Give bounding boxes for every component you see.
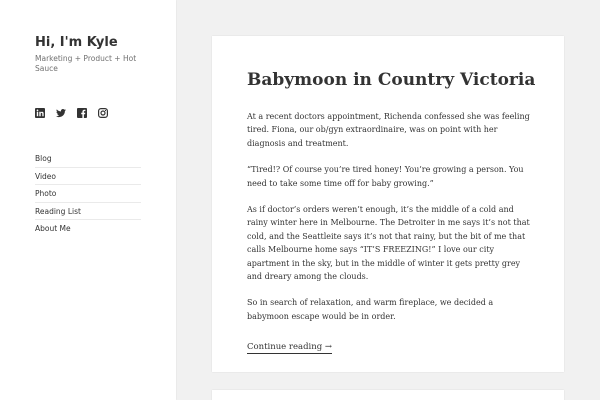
next-post-card — [212, 390, 564, 400]
post-paragraph: At a recent doctors appointment, Richenda confessed she was feeling tired. Fiona, our ob/gyn extraordinaire, was on point with her diagnosis and treatment. — [247, 112, 530, 148]
post-title[interactable]: Babymoon in Country Victoria — [247, 70, 536, 90]
site-description: Marketing + Product + Hot Sauce — [35, 54, 137, 73]
facebook-icon[interactable] — [77, 108, 87, 118]
menu-item-video[interactable]: Video — [35, 168, 141, 186]
menu-item-blog[interactable]: Blog — [35, 150, 141, 168]
post-paragraph: As if doctor’s orders weren’t enough, it’s the middle of a cold and rainy winter here in Melbourne. The Detroiter in me says it’s not that cold, and the Seattleite says it’s not that rainy, but the bit of me that calls Melbourne home says “IT’S FREEZING!” I love our city apartment in the sky, but in the middle of winter it gets pretty grey and dreary among the clouds. — [247, 205, 530, 282]
sidebar — [0, 0, 176, 400]
post-paragraph: So in search of relaxation, and warm fireplace, we decided a babymoon escape would be in order. — [247, 298, 494, 321]
site-title[interactable]: Hi, I'm Kyle — [35, 35, 118, 50]
menu-item-reading-list[interactable]: Reading List — [35, 203, 141, 221]
menu-item-about-me[interactable]: About Me — [35, 224, 71, 233]
linkedin-icon[interactable] — [35, 108, 45, 118]
post-paragraph: “Tired!? Of course you’re tired honey! You’re growing a person. You need to take some time off for baby growing.” — [247, 165, 524, 188]
menu-item-photo[interactable]: Photo — [35, 185, 141, 203]
main-menu — [35, 150, 141, 238]
instagram-icon[interactable] — [98, 108, 108, 118]
post-card — [212, 36, 564, 372]
twitter-icon[interactable] — [56, 108, 66, 118]
continue-reading-link[interactable]: Continue reading → — [247, 342, 332, 352]
post-body — [247, 110, 537, 336]
social-links — [35, 108, 108, 118]
